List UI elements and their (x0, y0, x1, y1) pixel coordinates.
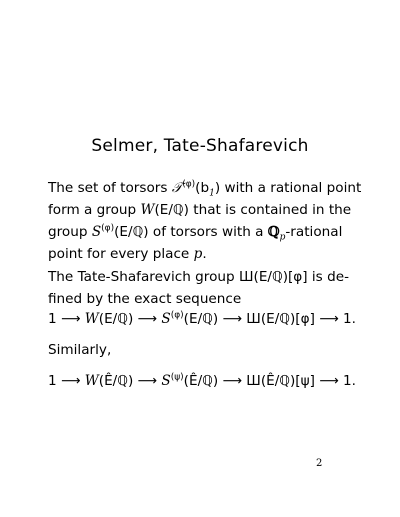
math-text: (Ê/ℚ) ⟶ (98, 373, 162, 389)
math-S: S (161, 373, 171, 389)
math-text: 1 ⟶ (48, 373, 85, 389)
math-W: W (84, 373, 99, 389)
math-text: (Ê/ℚ) ⟶ (183, 373, 247, 389)
text: is de-fined by the exact sequence (48, 269, 349, 307)
math-S: S (161, 311, 171, 327)
math-sha: Ш (238, 269, 254, 285)
similarly-text: Similarly, (48, 342, 112, 358)
math-sha: Ш (246, 311, 261, 327)
paragraph-torsors (48, 177, 378, 265)
exact-sequence-1 (48, 311, 388, 327)
math-superscript: (φ) (182, 179, 196, 190)
math-W: W (84, 311, 99, 327)
math-text: (E/ℚ) ⟶ (183, 311, 247, 327)
text: of torsors with a (148, 224, 268, 240)
math-subscript: p (279, 232, 286, 243)
text: . (202, 246, 207, 262)
math-torsor-symbol: 𝒯 (171, 180, 183, 196)
math-text: (E/ℚ) (154, 202, 189, 218)
text: that is contained in the group (48, 202, 352, 240)
math-W: W (140, 202, 155, 218)
exact-sequence-2 (48, 373, 388, 389)
paragraph-sha (48, 266, 378, 310)
math-sha: Ш (246, 373, 261, 389)
text: -rational point for every place (48, 224, 343, 262)
text: The set of torsors (48, 180, 172, 196)
text: ) with a rational point form a group (48, 180, 362, 218)
math-text: (E/ℚ)[φ] (253, 269, 308, 285)
math-superscript: (φ) (170, 310, 184, 321)
math-superscript: (ψ) (170, 372, 184, 383)
page-number: 2 (316, 458, 323, 469)
text: The Tate-Shafarevich group (48, 269, 239, 285)
math-text: (E/ℚ) (114, 224, 149, 240)
math-text: (Ê/ℚ)[ψ] ⟶ 1. (260, 373, 356, 389)
math-p: p (193, 246, 203, 262)
math-superscript: (φ) (101, 223, 115, 234)
math-text: (E/ℚ) ⟶ (98, 311, 162, 327)
math-subscript: 1 (209, 188, 215, 199)
math-text: (b (195, 180, 210, 196)
math-Q: ℚ (267, 224, 280, 240)
slide-title: Selmer, Tate-Shafarevich (91, 136, 309, 156)
math-text: 1 ⟶ (48, 311, 85, 327)
math-S: S (91, 224, 102, 240)
math-text: (E/ℚ)[φ] ⟶ 1. (260, 311, 356, 327)
